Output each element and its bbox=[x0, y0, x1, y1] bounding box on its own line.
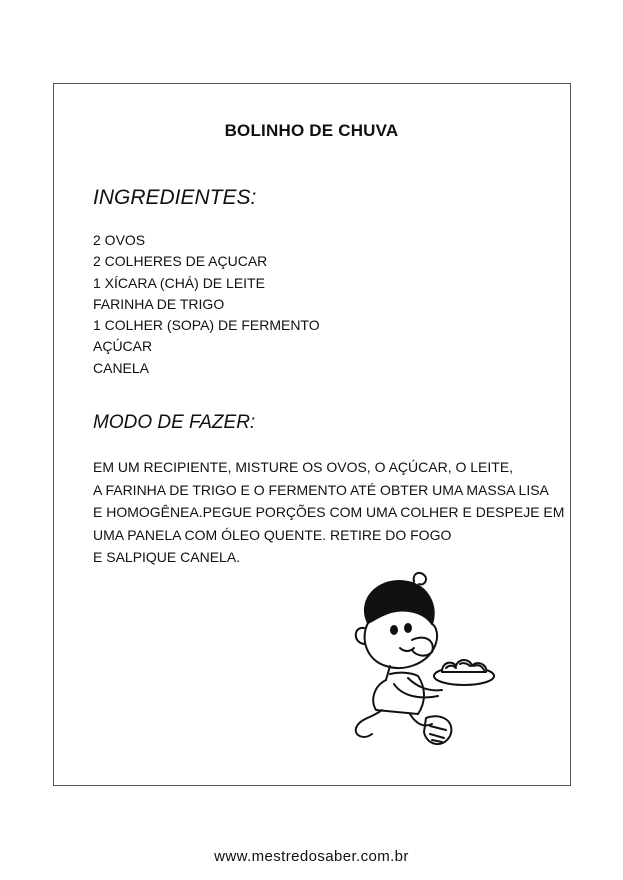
ingredients-list bbox=[93, 230, 320, 379]
ingredient-item: CANELA bbox=[93, 359, 150, 376]
ingredient-item: 1 XÍCARA (CHÁ) DE LEITE bbox=[93, 274, 265, 291]
ingredients-heading: INGREDIENTES: bbox=[93, 186, 257, 209]
ingredient-item: 1 COLHER (SOPA) DE FERMENTO bbox=[93, 317, 320, 334]
cartoon-girl-illustration bbox=[346, 568, 496, 758]
ingredient-item: 2 COLHERES DE AÇUCAR bbox=[93, 253, 268, 270]
method-line: E SALPIQUE CANELA. bbox=[93, 549, 241, 565]
method-text bbox=[93, 456, 564, 569]
ingredient-item: 2 OVOS bbox=[93, 232, 146, 248]
ingredient-item: AÇÚCAR bbox=[93, 338, 153, 355]
ingredient-item: FARINHA DE TRIGO bbox=[93, 295, 225, 312]
method-line: A FARINHA DE TRIGO E O FERMENTO ATÉ OBTER UMA MASSA LISA bbox=[93, 481, 549, 498]
method-line: UMA PANELA COM ÓLEO QUENTE. RETIRE DO FOGO bbox=[93, 526, 452, 543]
method-line: E HOMOGÊNEA.PEGUE PORÇÕES COM UMA COLHER E DESPEJE EM bbox=[93, 504, 565, 520]
website-footer: www.mestredosaber.com.br bbox=[214, 848, 409, 865]
method-line: EM UM RECIPIENTE, MISTURE OS OVOS, O AÇÚCAR, O LEITE, bbox=[93, 459, 514, 475]
method-heading: MODO DE FAZER: bbox=[93, 412, 256, 433]
recipe-title: BOLINHO DE CHUVA bbox=[224, 121, 399, 140]
